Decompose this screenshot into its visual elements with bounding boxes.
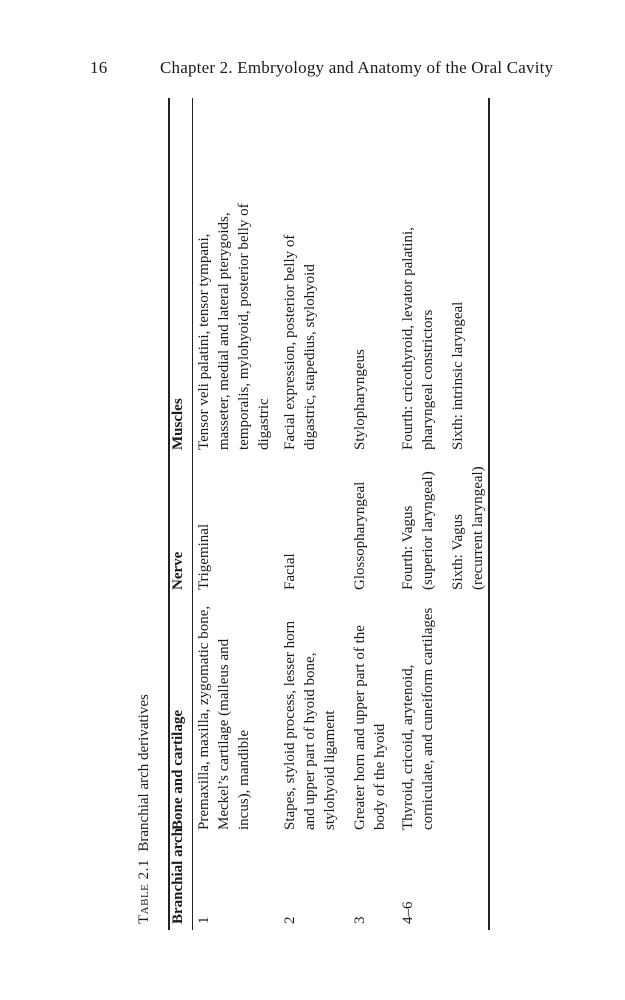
- table-caption-text: Branchial arch derivatives: [136, 694, 152, 852]
- column-header-bone-cartilage: Bone and cartilage: [170, 710, 186, 830]
- chapter-title: Chapter 2. Embryology and Anatomy of the Oral Cavity: [160, 58, 554, 77]
- row-4-arch: 4–6: [400, 901, 416, 924]
- row-4-muscles-sixth: Sixth: intrinsic laryngeal: [450, 301, 466, 450]
- row-2-nerve: Facial: [282, 553, 298, 590]
- row-2-muscles: Facial expression, posterior belly of digastric, stapedius, stylohyoid: [282, 234, 318, 450]
- column-header-branchial-arch: Branchial arch: [170, 828, 186, 924]
- row-3-bone: Greater horn and upper part of the body of the hyoid: [352, 625, 388, 830]
- row-2-arch: 2: [282, 916, 298, 924]
- row-1-bone: Premaxilla, maxilla, zygomatic bone, Meckel’s cartilage (malleus and incus), mandible: [196, 605, 252, 830]
- table-header-rule: [192, 98, 193, 930]
- row-3-arch: 3: [352, 916, 368, 924]
- row-1-muscles: Tensor veli palatini, tensor tympani, masseter, medial and lateral pterygoids, temporalis, mylohyoid, posterior belly of digastric: [196, 203, 272, 450]
- column-header-nerve: Nerve: [170, 551, 186, 590]
- table-caption-label: Table 2.1: [136, 859, 152, 924]
- rotated-table-container: [130, 98, 500, 930]
- branchial-arch-table: [130, 98, 500, 930]
- row-2-bone: Stapes, styloid process, lesser horn and upper part of hyoid bone, stylohyoid ligament: [282, 620, 338, 830]
- table-bottom-rule: [488, 98, 490, 930]
- page-header: [46, 52, 566, 88]
- page-number: 16: [90, 58, 108, 77]
- row-4-muscles-fourth: Fourth: cricothyroid, levator palatini, pharyngeal constrictors: [400, 227, 436, 450]
- row-3-nerve: Glossopharyngeal: [352, 481, 368, 590]
- row-3-muscles: Stylopharyngeus: [352, 349, 368, 450]
- row-4-bone: Thyroid, cricoid, arytenoid, corniculate, and cuneiform cartilages: [400, 607, 436, 830]
- row-1-nerve: Trigeminal: [196, 523, 212, 590]
- row-4-nerve-fourth: Fourth: Vagus (superior laryngeal): [400, 471, 436, 590]
- column-header-muscles: Muscles: [170, 398, 186, 450]
- table-caption: [136, 694, 153, 924]
- row-4-nerve-sixth: Sixth: Vagus (recurrent laryngeal): [450, 466, 486, 590]
- row-1-arch: 1: [196, 916, 212, 924]
